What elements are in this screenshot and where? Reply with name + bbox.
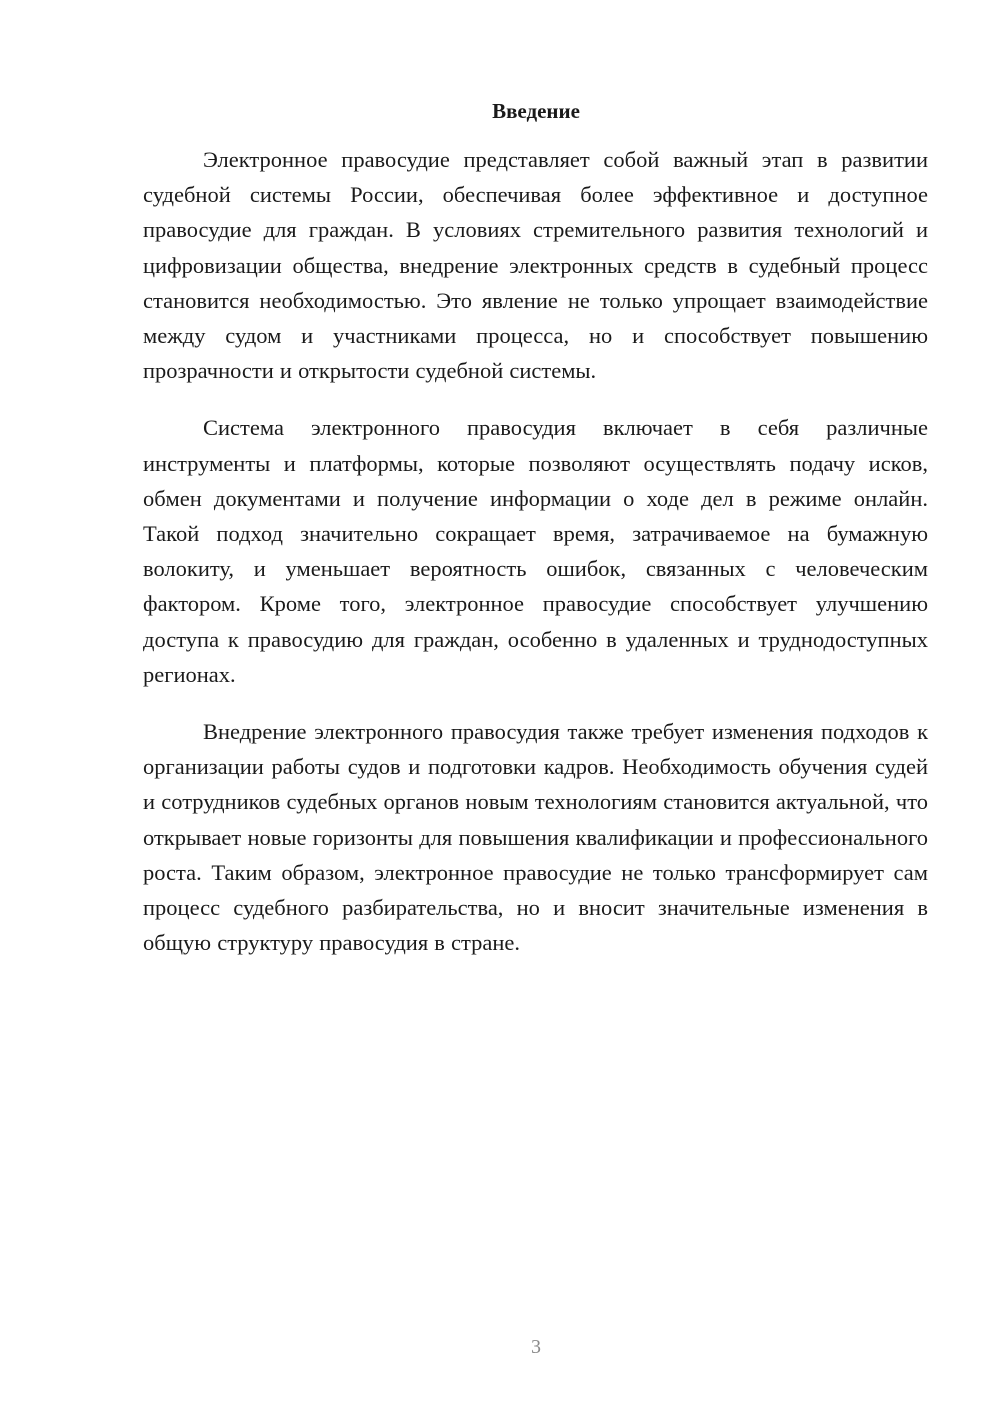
paragraph-2: Система электронного правосудия включает в себя различные инструменты и платформы, которые позволяют осуществлять подачу исков, обмен документами и получение информации о ходе дел в режиме онлайн. Такой подход значительно сокращает время, затрачиваемое на бумажную волокиту, и уменьшает вероятность ошибок, связанных с человеческим фактором. Кроме того, электронное правосудие способствует улучшению доступа к правосудию для граждан, особенно в удаленных и труднодоступных регионах. [143,415,928,687]
paragraph-3: Внедрение электронного правосудия также требует изменения подходов к организации работы судов и подготовки кадров. Необходимость обучения судей и сотрудников судебных органов новым технологиям становится актуальной, что открывает новые горизонты для повышения квалификации и профессионального роста. Таким образом, электронное правосудие не только трансформирует сам процесс судебного разбирательства, но и вносит значительные изменения в общую структуру правосудия в стране. [143,719,928,956]
paragraph-1: Электронное правосудие представляет собой важный этап в развитии судебной системы России, обеспечивая более эффективное и доступное правосудие для граждан. В условиях стремительного развития технологий и цифровизации общества, внедрение электронных средств в судебный процесс становится необходимостью. Это явление не только упрощает взаимодействие между судом и участниками процесса, но и способствует повышению прозрачности и открытости судебной системы. [143,147,928,384]
section-title: Введение [492,99,580,123]
body-text [143,142,928,982]
page-number: 3 [531,1336,541,1358]
